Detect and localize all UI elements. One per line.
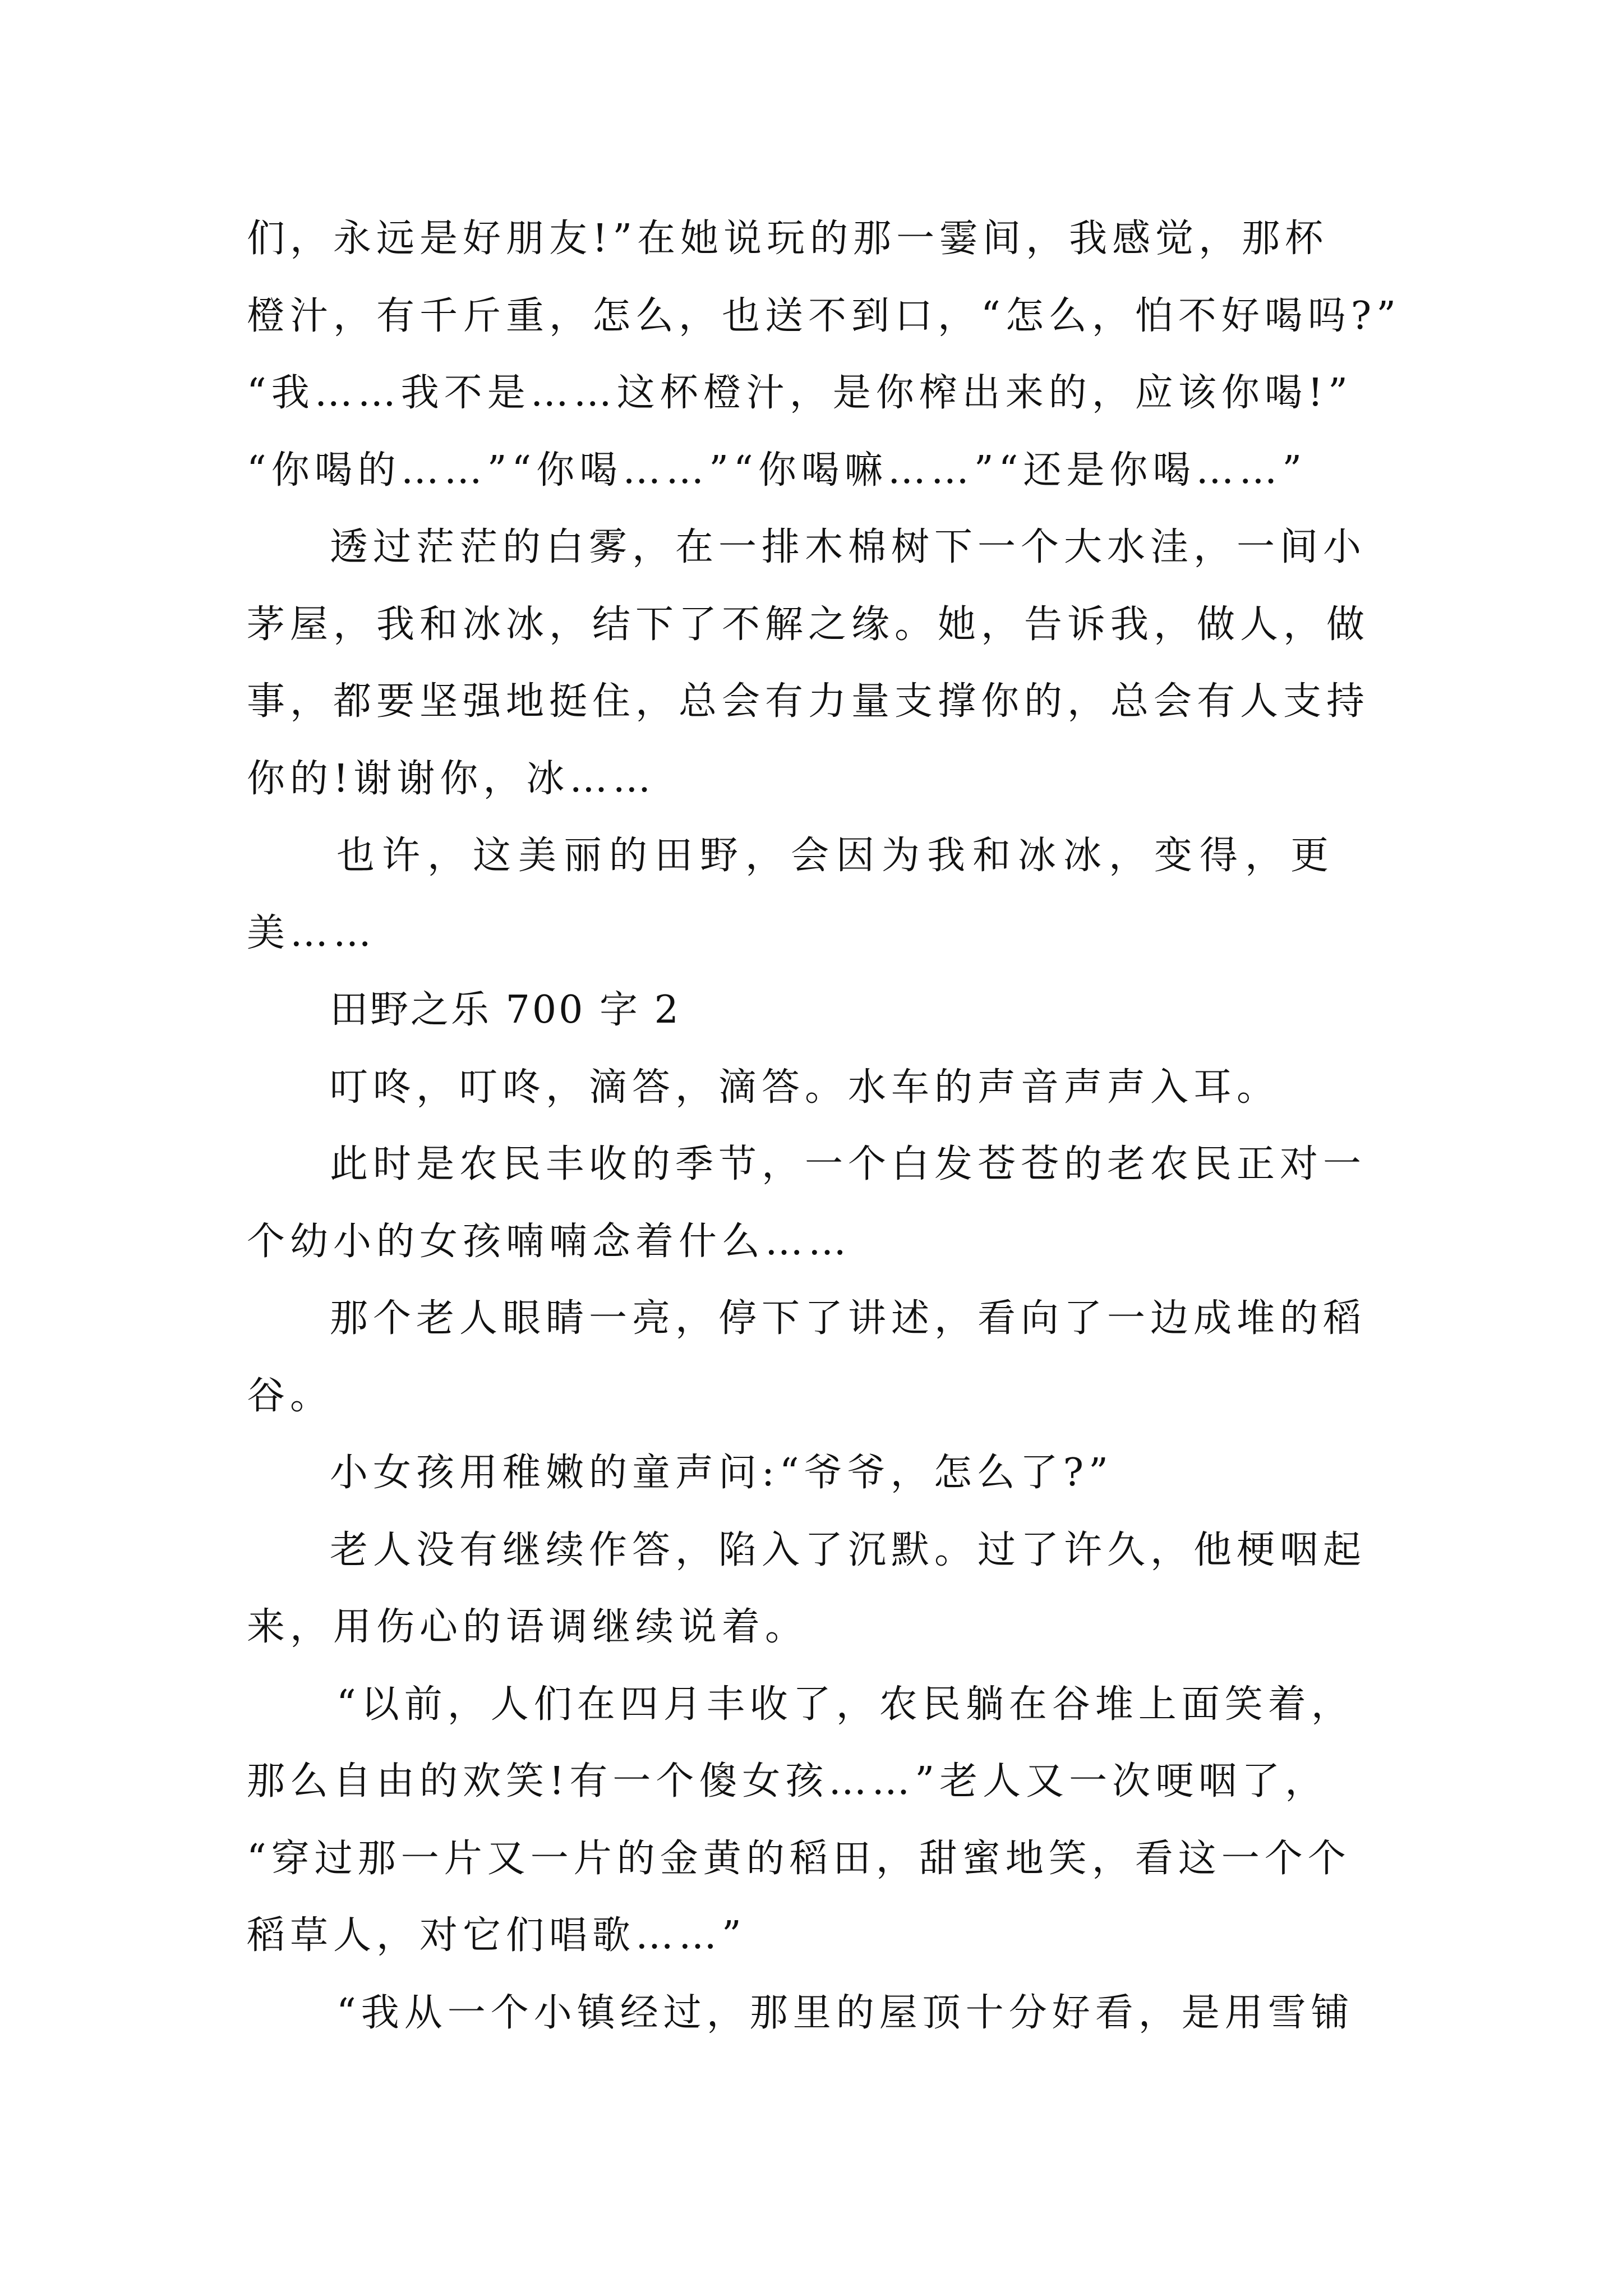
text-line: 茅屋，我和冰冰，结下了不解之缘。她，告诉我，做人，做: [247, 602, 1370, 647]
text-line: 你的!谢谢你，冰……: [247, 756, 656, 801]
text-line: “我……我不是……这杯橙汁，是你榨出来的，应该你喝!”: [247, 371, 1353, 415]
text-line: 事，都要坚强地挺住，总会有力量支撑你的，总会有人支持: [247, 679, 1370, 724]
text-line: “我从一个小镇经过，那里的屋顶十分好看，是用雪铺: [336, 1990, 1354, 2035]
text-line: 透过茫茫的白雾，在一排木棉树下一个大水洼，一间小: [330, 525, 1367, 569]
text-line: 此时是农民丰收的季节，一个白发苍苍的老农民正对一: [330, 1142, 1367, 1186]
text-line: 小女孩用稚嫩的童声问:“爷爷，怎么了?”: [330, 1451, 1113, 1495]
section-heading: 田野之乐 700 字 2: [330, 988, 681, 1032]
document-body: [247, 211, 1401, 2062]
text-line: 个幼小的女孩喃喃念着什么……: [247, 1219, 852, 1264]
text-line: 那么自由的欢笑!有一个傻女孩……”老人又一次哽咽了，: [247, 1759, 1329, 1803]
text-line: 老人没有继续作答，陷入了沉默。过了许久，他梗咽起: [330, 1527, 1367, 1572]
text-line: 稻草人，对它们唱歌……”: [247, 1913, 746, 1958]
text-line: 那个老人眼睛一亮，停下了讲述，看向了一边成堆的稻: [330, 1296, 1367, 1341]
text-line: “穿过那一片又一片的金黄的稻田，甜蜜地笑，看这一个个: [247, 1836, 1351, 1881]
text-line: “以前，人们在四月丰收了，农民躺在谷堆上面笑着，: [336, 1682, 1354, 1727]
text-line: 也许，这美丽的田野，会因为我和冰冰，变得，更: [336, 834, 1336, 878]
text-line: 谷。: [247, 1373, 334, 1418]
text-line: “你喝的……”“你喝……”“你喝嘛……”“还是你喝……”: [247, 448, 1307, 493]
text-line: 们，永远是好朋友!”在她说玩的那一霎间，我感觉，那杯: [247, 217, 1329, 261]
text-line: 美……: [247, 910, 377, 955]
text-line: 叮咚，叮咚，滴答，滴答。水车的声音声声入耳。: [330, 1065, 1280, 1110]
text-line: 来，用伤心的语调继续说着。: [247, 1605, 809, 1649]
text-line: 橙汁，有千斤重，怎么，也送不到口，“怎么，怕不好喝吗?”: [247, 293, 1401, 338]
